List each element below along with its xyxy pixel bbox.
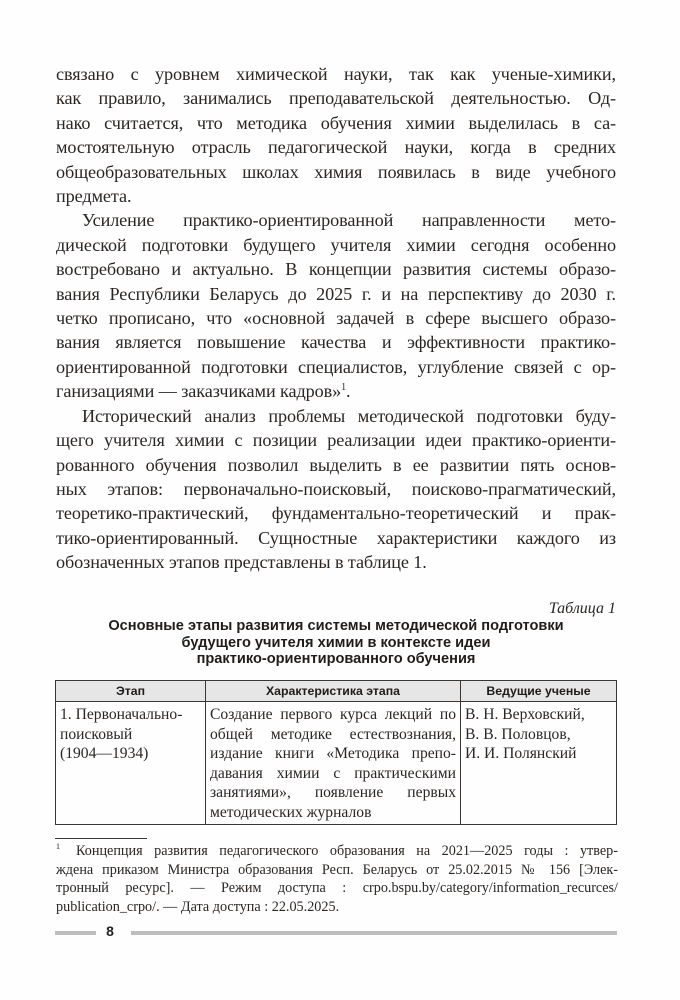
cell-line: издание книги «Методика препо- [210,745,456,763]
text-line: четко прописано, что «основной задачей в сфере высшего образо- [56,308,616,329]
text-line: обозначенных этапов представлены в таблице 1. [56,552,427,573]
footnote-mark: 1 [56,842,60,852]
cell-line: И. И. Полянский [465,745,577,763]
text-line: нако считается, что методика обучения химии выделилась в са- [56,112,616,133]
text-line: Исторический анализ проблемы методической подготовки буду- [82,405,616,426]
cell-line: В. В. Половцов, [465,725,571,743]
text-line: мостоятельную отрасль педагогической науки, когда в средних [56,137,616,158]
table-header-row [56,681,617,702]
cell-line: Создание первого курса лекций по [210,706,456,723]
text-line: востребовано и актуально. В концепции развития системы образо- [56,259,616,280]
stages-table [55,680,617,825]
cell-line: (1904—1934) [60,745,149,763]
text-line-with-footnote [56,379,616,403]
column-header-scientists: Ведущие ученые [461,681,617,702]
text-line: связано с уровнем химической науки, так как ученые-химики, [56,64,616,84]
footer-rule-right [131,931,617,935]
trailing-punctuation: . [346,381,351,402]
table-title-line: практико-ориентированного обучения [196,651,476,667]
footnote-separator [55,838,147,839]
footnote-line: publication_crpo/. — Дата доступа : 22.05.2025. [56,898,340,915]
column-header-stage: Этап [56,681,206,702]
text-line: общеобразовательных школах химия появилась в виде учебного [56,161,616,182]
text-line: ориентированной подготовки специалистов, углубление связей с ор- [56,356,616,377]
text-line: ганизациями — заказчиками кадров» [56,381,342,402]
footnote-line: ждена приказом Министра образования Респ. Беларусь от 25.02.2015 № 156 [Элек- [56,861,618,878]
table-caption: Таблица 1 [548,600,616,617]
cell-line: общей методике естествознания, [210,725,456,743]
cell-line: занятиями», появление первых [210,784,456,802]
text-line: рованного обучения позволил выделить в ее развитии пять основ- [56,454,616,475]
cell-line: 1. Первоначально- [60,706,183,723]
paragraph-1 [56,62,616,208]
table-title-line: будущего учителя химии в контексте идеи [181,634,491,651]
footnote [56,842,618,916]
table-title-line: Основные этапы развития системы методической подготовки [108,618,564,634]
stage-cell [56,702,206,825]
footnote-line [56,842,618,861]
table-title [56,618,616,668]
page-number: 8 [106,923,114,939]
footnote-text: Концепция развития педагогического образования на 2021—2025 годы : утвер- [76,843,618,859]
cell-line: В. Н. Верховский, [465,706,585,723]
text-line: тико-ориентированный. Сущностные характеристики каждого из [56,527,616,548]
body-text [56,62,616,575]
footer-rule-left [55,931,96,935]
scientists-cell [461,702,617,825]
text-line: теоретико-практический, фундаментально-теоретический и прак- [56,503,616,524]
paragraph-3 [56,404,616,575]
text-line: предмета. [56,186,132,207]
cell-line: давания химии с практическими [210,764,456,782]
cell-line: поисковый [60,725,133,743]
characteristic-cell [206,702,461,825]
paragraph-2 [56,208,616,403]
text-line: вания является повышение качества и эффективности практико- [56,332,616,353]
text-line: ных этапов: первоначально-поисковый, поисково-прагматический, [56,478,616,499]
text-line: как правило, занимались преподавательской деятельностью. Од- [56,88,616,109]
footnote-reference[interactable]: 1 [341,382,346,394]
table-row [56,702,617,825]
column-header-characteristic: Характеристика этапа [206,681,461,702]
page-footer [55,923,617,940]
footnote-line: тронный ресурс]. — Режим доступа : crpo.bspu.by/category/information_recurces/ [56,880,618,897]
text-line: щего учителя химии с позиции реализации идеи практико-ориенти- [56,430,616,451]
cell-line: методических журналов [210,803,372,821]
text-line: Усиление практико-ориентированной направленности мето- [82,210,616,231]
text-line: вания Республики Беларусь до 2025 г. и на перспективу до 2030 г. [56,283,616,304]
text-line: дической подготовки будущего учителя химии сегодня особенно [56,234,616,255]
